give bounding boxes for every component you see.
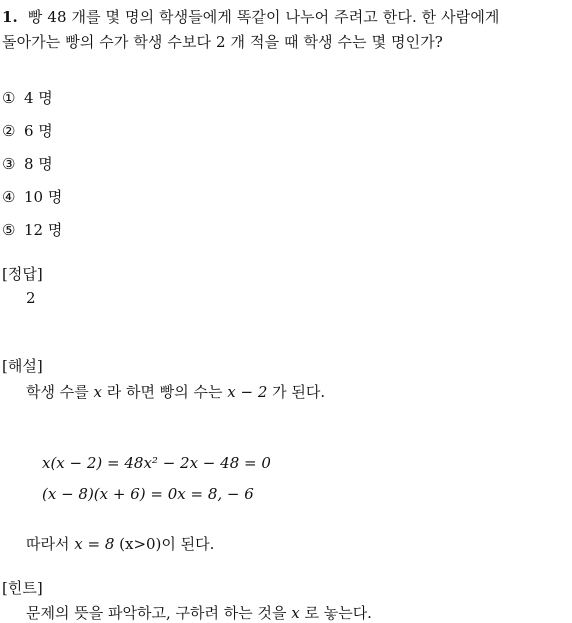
answer-value: 2 [26,289,36,307]
choice-mark: ① [2,89,16,107]
hint-label: [힌트] [2,579,43,597]
choice-mark: ② [2,122,16,140]
answer-label: [정답] [2,265,43,283]
choice-4[interactable] [2,187,62,220]
choice-2[interactable] [2,121,62,154]
choice-text: 4 명 [24,89,53,107]
choice-mark: ④ [2,188,16,206]
expression: x = 8 [74,535,115,553]
equation-text: (x − 8)(x + 6) = 0x = 8, − 6 [42,485,254,503]
question-line-1 [2,6,500,27]
choice-5[interactable] [2,220,62,253]
explanation-text: (x>0)이 된다. [114,535,215,553]
variable-x: x [291,604,300,622]
choice-mark: ③ [2,155,16,173]
choice-mark: ⑤ [2,221,16,239]
choice-text: 6 명 [24,122,53,140]
expression: x − 2 [227,383,268,401]
explanation-line-1 [26,381,325,402]
hint-text-part: 로 놓는다. [299,604,372,622]
choice-text: 12 명 [24,221,63,239]
question-text-1: 빵 48 개를 몇 명의 학생들에게 똑같이 나누어 주려고 한다. 한 사람에게 [27,8,500,26]
choice-list [2,88,62,253]
choice-3[interactable] [2,154,62,187]
explanation-text: 학생 수를 [26,383,94,401]
explanation-line-2 [26,533,214,554]
choice-text: 8 명 [24,155,53,173]
hint-text [26,602,372,623]
variable-x: x [93,383,102,401]
explanation-text: 라 하면 빵의 수는 [101,383,228,401]
hint-text-part: 문제의 뜻을 파악하고, 구하려 하는 것을 [26,604,292,622]
explanation-label: [해설] [2,357,43,375]
explanation-text: 따라서 [26,535,75,553]
question-line-2: 돌아가는 빵의 수가 학생 수보다 2 개 적을 때 학생 수는 몇 명인가? [2,33,443,51]
question-number: 1. [2,8,18,26]
equation-2 [42,485,254,503]
equation-text: x(x − 2) = 48x² − 2x − 48 = 0 [42,454,271,472]
choice-text: 10 명 [24,188,63,206]
explanation-text: 가 된다. [267,383,326,401]
choice-1[interactable] [2,88,62,121]
equation-1 [42,454,271,472]
